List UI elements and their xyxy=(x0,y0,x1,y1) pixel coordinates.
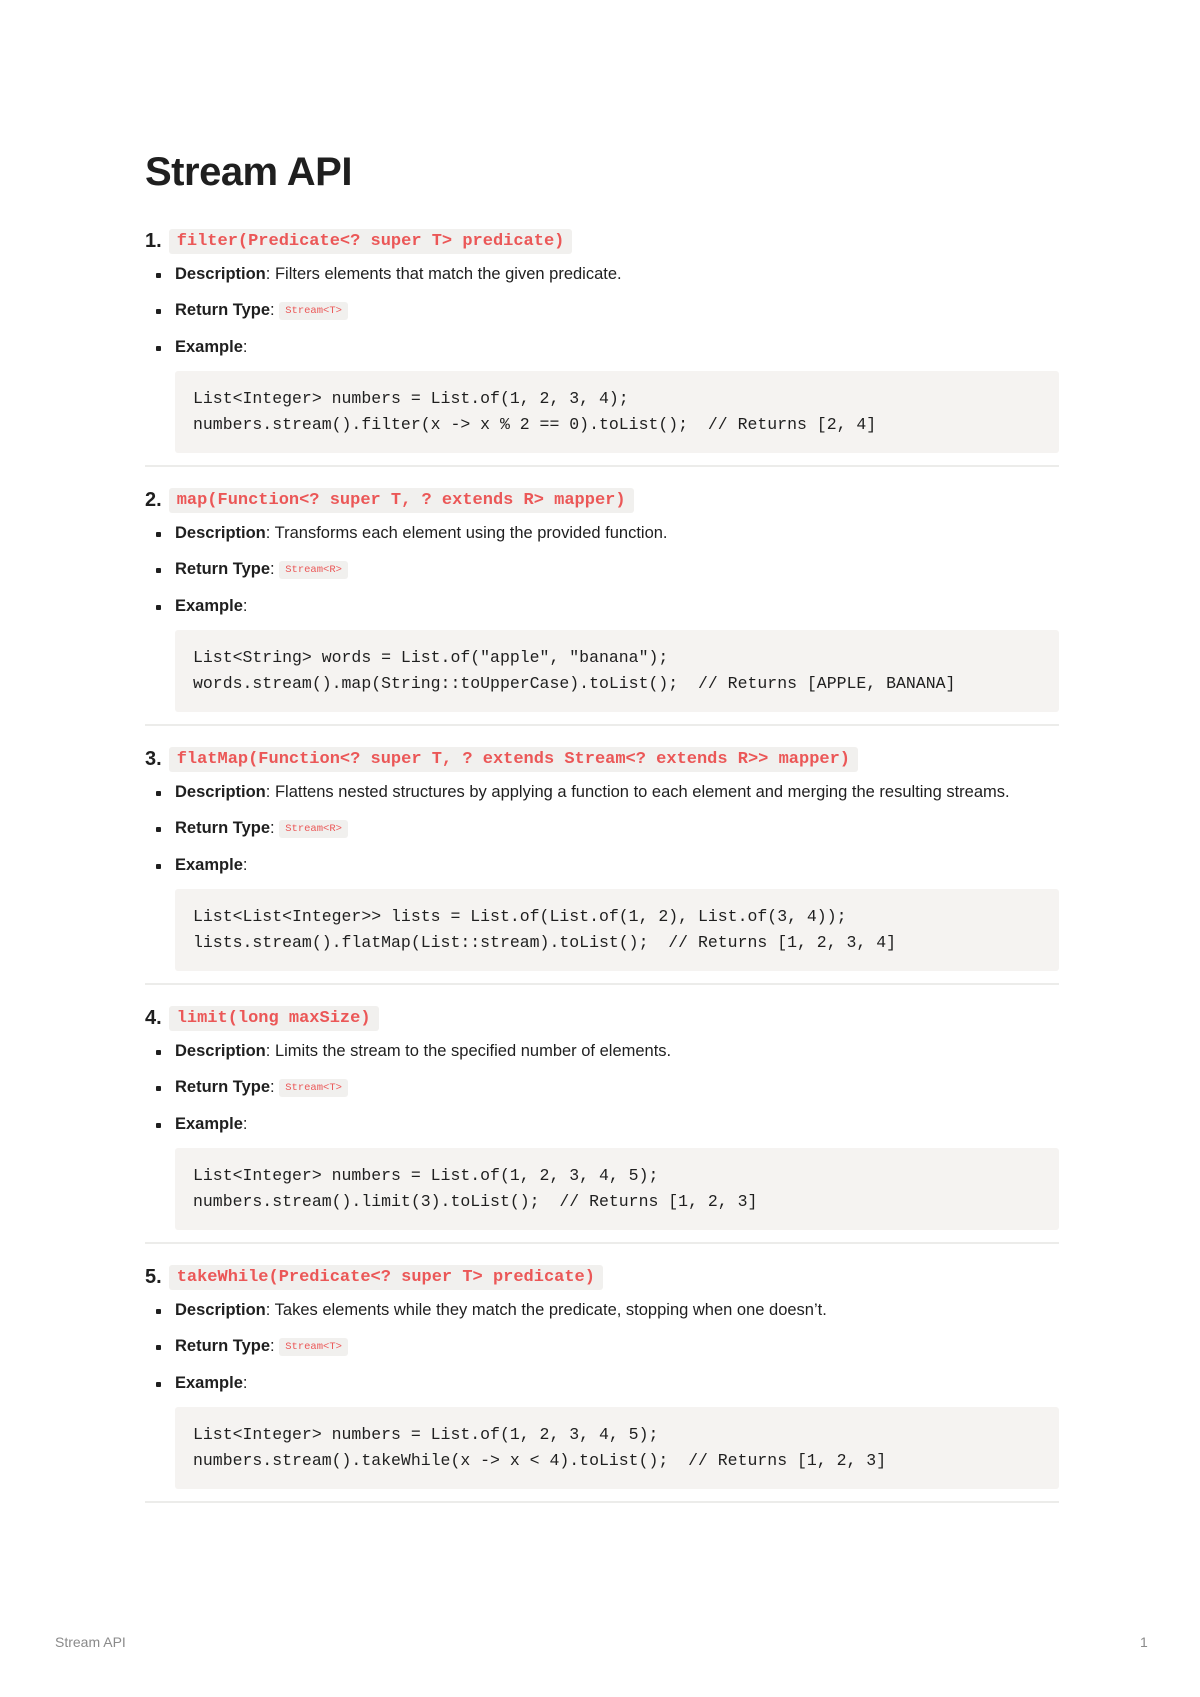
list-item-example: Example: xyxy=(175,853,1059,878)
description-label: Description xyxy=(175,524,266,542)
section-divider xyxy=(145,983,1059,985)
description-text: Limits the stream to the specified number of elements. xyxy=(274,1042,672,1060)
example-label: Example xyxy=(175,856,243,874)
description-text: Flattens nested structures by applying a function to each element and merging the resulting streams. xyxy=(274,783,1010,801)
list-item-description: Description: Filters elements that match the given predicate. xyxy=(175,262,1059,287)
method-number: 1. xyxy=(145,229,162,252)
footer-document-title: Stream API xyxy=(55,1634,126,1650)
list-item-description: Description: Flattens nested structures by applying a function to each element and merging the resulting streams. xyxy=(175,780,1059,805)
code-block: List<String> words = List.of("apple", "banana"); words.stream().map(String::toUpperCase).toList(); // Returns [APPLE, BANANA] xyxy=(175,630,1059,712)
list-item-example: Example: xyxy=(175,335,1059,360)
method-section-map xyxy=(145,485,1059,726)
method-heading xyxy=(145,744,1059,774)
section-divider xyxy=(145,1501,1059,1503)
code-block: List<List<Integer>> lists = List.of(List.of(1, 2), List.of(3, 4)); lists.stream().flatMap(List::stream).toList(); // Returns [1, 2, 3, 4] xyxy=(175,889,1059,971)
description-label: Description xyxy=(175,265,266,283)
return-type-label: Return Type xyxy=(175,1078,271,1096)
example-label: Example xyxy=(175,1374,243,1392)
method-details-list xyxy=(145,780,1059,878)
method-heading xyxy=(145,485,1059,515)
method-signature: flatMap(Function<? super T, ? extends Stream<? extends R>> mapper) xyxy=(169,747,858,772)
method-number: 5. xyxy=(145,1265,162,1288)
method-signature: filter(Predicate<? super T> predicate) xyxy=(169,229,573,254)
method-details-list xyxy=(145,262,1059,360)
list-item-return-type: Return Type: Stream<R> xyxy=(175,816,1059,842)
footer-page-number: 1 xyxy=(1140,1634,1148,1650)
code-block: List<Integer> numbers = List.of(1, 2, 3, 4, 5); numbers.stream().limit(3).toList(); // Returns [1, 2, 3] xyxy=(175,1148,1059,1230)
list-item-return-type: Return Type: Stream<T> xyxy=(175,298,1059,324)
method-heading xyxy=(145,1003,1059,1033)
return-type-label: Return Type xyxy=(175,301,271,319)
return-type-code: Stream<R> xyxy=(279,561,348,579)
document-page xyxy=(145,148,1059,1521)
list-item-return-type: Return Type: Stream<R> xyxy=(175,557,1059,583)
code-block: List<Integer> numbers = List.of(1, 2, 3, 4, 5); numbers.stream().takeWhile(x -> x < 4).toList(); // Returns [1, 2, 3] xyxy=(175,1407,1059,1489)
method-section-flatmap xyxy=(145,744,1059,985)
method-signature: takeWhile(Predicate<? super T> predicate) xyxy=(169,1265,603,1290)
description-text: Takes elements while they match the predicate, stopping when one doesn’t. xyxy=(274,1301,827,1319)
description-label: Description xyxy=(175,1042,266,1060)
return-type-code: Stream<T> xyxy=(279,1338,348,1356)
section-divider xyxy=(145,465,1059,467)
example-label: Example xyxy=(175,1115,243,1133)
method-section-filter xyxy=(145,226,1059,467)
method-signature: map(Function<? super T, ? extends R> mapper) xyxy=(169,488,634,513)
list-item-return-type: Return Type: Stream<T> xyxy=(175,1075,1059,1101)
method-details-list xyxy=(145,1039,1059,1137)
description-label: Description xyxy=(175,783,266,801)
method-number: 4. xyxy=(145,1006,162,1029)
method-signature: limit(long maxSize) xyxy=(169,1006,379,1031)
section-divider xyxy=(145,1242,1059,1244)
list-item-example: Example: xyxy=(175,594,1059,619)
return-type-code: Stream<T> xyxy=(279,302,348,320)
return-type-code: Stream<R> xyxy=(279,820,348,838)
list-item-description: Description: Limits the stream to the specified number of elements. xyxy=(175,1039,1059,1064)
example-label: Example xyxy=(175,338,243,356)
method-heading xyxy=(145,1262,1059,1292)
list-item-example: Example: xyxy=(175,1371,1059,1396)
method-details-list xyxy=(145,521,1059,619)
return-type-code: Stream<T> xyxy=(279,1079,348,1097)
example-label: Example xyxy=(175,597,243,615)
method-section-takewhile xyxy=(145,1262,1059,1503)
return-type-label: Return Type xyxy=(175,560,271,578)
page-title: Stream API xyxy=(145,150,352,194)
method-number: 2. xyxy=(145,488,162,511)
description-label: Description xyxy=(175,1301,266,1319)
return-type-label: Return Type xyxy=(175,819,271,837)
list-item-return-type: Return Type: Stream<T> xyxy=(175,1334,1059,1360)
return-type-label: Return Type xyxy=(175,1337,271,1355)
method-heading xyxy=(145,226,1059,256)
list-item-description: Description: Takes elements while they match the predicate, stopping when one doesn’t. xyxy=(175,1298,1059,1323)
method-section-limit xyxy=(145,1003,1059,1244)
section-divider xyxy=(145,724,1059,726)
description-text: Transforms each element using the provided function. xyxy=(274,524,668,542)
method-number: 3. xyxy=(145,747,162,770)
code-block: List<Integer> numbers = List.of(1, 2, 3, 4); numbers.stream().filter(x -> x % 2 == 0).toList(); // Returns [2, 4] xyxy=(175,371,1059,453)
description-text: Filters elements that match the given predicate. xyxy=(274,265,622,283)
method-details-list xyxy=(145,1298,1059,1396)
list-item-example: Example: xyxy=(175,1112,1059,1137)
list-item-description: Description: Transforms each element using the provided function. xyxy=(175,521,1059,546)
